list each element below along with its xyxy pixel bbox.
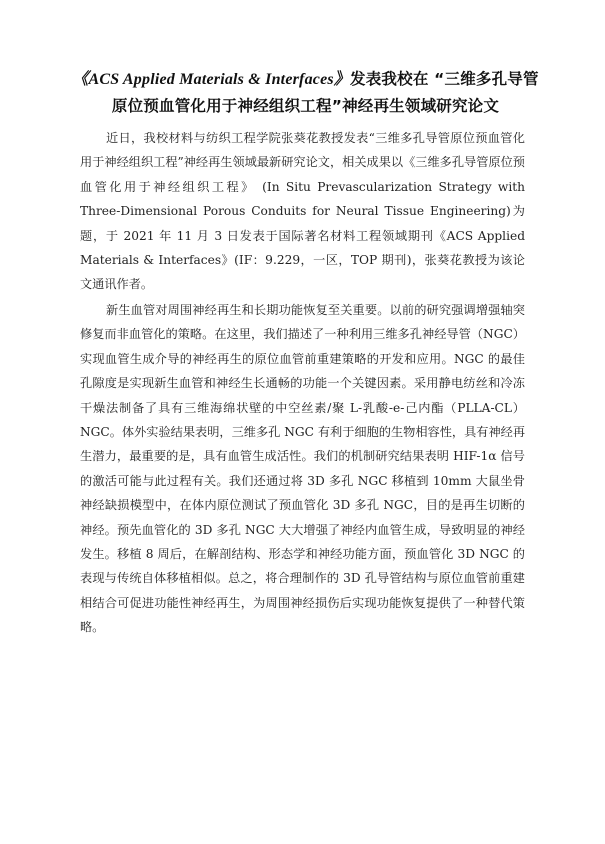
article-title-text: 发表我校在 “三维多孔导管原位预血管化用于神经组织工程”神经再生领域研究论文 xyxy=(111,70,539,115)
paragraph-publication-info: 近日，我校材料与纺织工程学院张葵花教授发表“三维多孔导管原位预血管化用于神经组织工程”神经再生领域最新研究论文，相关成果以《三维多孔导管原位预血管化用于神经组织工程》 (In Situ Prevascularization Strategy with Three-Dimensional Porous Conduits for Neural Tissue Engineering)为题，于 2021 年 11 月 3 日发表于国际著名材料工程领域期刊《ACS Applied Materials & Interfaces》(IF：9.229，一区，TOP 期刊)，张葵花教授为该论文通讯作者。 xyxy=(80,131,525,292)
article-title xyxy=(68,66,543,120)
paragraph-research-summary: 新生血管对周围神经再生和长期功能恢复至关重要。以前的研究强调增强轴突修复而非血管化的策略。在这里，我们描述了一种利用三维多孔神经导管（NGC）实现血管生成介导的神经再生的原位血管前重建策略的开发和应用。NGC 的最佳孔隙度是实现新生血管和神经生长通畅的功能一个关键因素。采用静电纺丝和冷冻干燥法制备了具有三维海绵状壁的中空丝素/聚 L-乳酸-e-己内酯（PLLA-CL）NGC。体外实验结果表明，三维多孔 NGC 有利于细胞的生物相容性，具有神经再生潜力，最重要的是，具有血管生成活性。我们的机制研究结果表明 HIF-1α 信号的激活可能与此过程有关。我们还通过将 3D 多孔 NGC 移植到 10mm 大鼠坐骨神经缺损模型中，在体内原位测试了预血管化 3D 多孔 NGC，目的是再生切断的神经。预先血管化的 3D 多孔 NGC 大大增强了神经内血管生成，导致明显的神经发生。移植 8 周后，在解剖结构、形态学和神经功能方面，预血管化 3D NGC 的表现与传统自体移植相似。总之，将合理制作的 3D 孔导管结构与原位血管前重建相结合可促进功能性神经再生，为周围神经损伤后实现功能恢复提供了一种替代策略。 xyxy=(80,303,526,635)
article-title-journal: 《ACS Applied Materials & Interfaces》 xyxy=(72,71,351,88)
